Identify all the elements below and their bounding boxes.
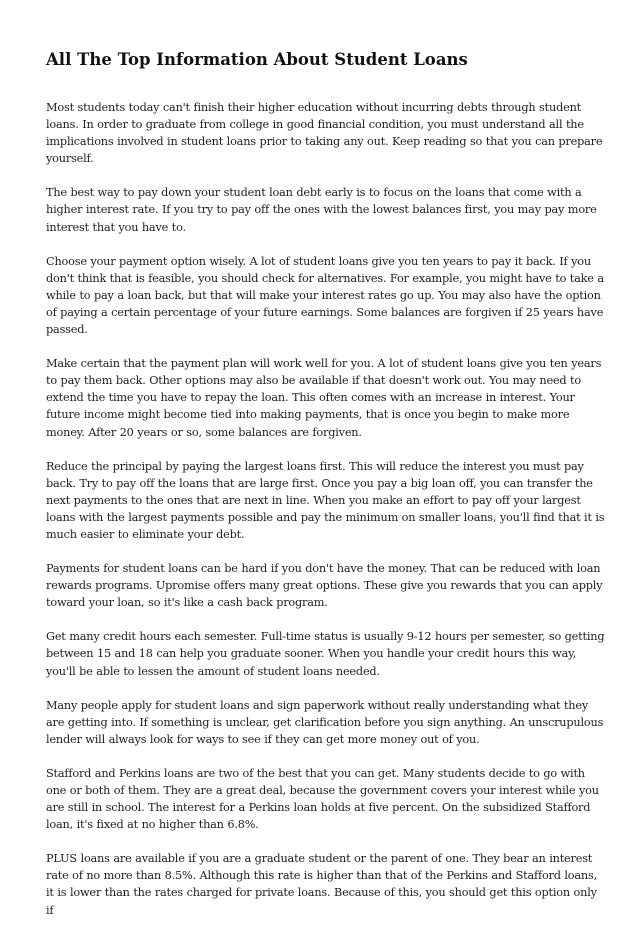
document-title: All The Top Information About Student Loans: [46, 50, 468, 69]
paragraph: Most students today can't finish their higher education without incurring debts through student loans. In order to graduate from college in good financial condition, you must understand all the implications involved in student loans prior to taking any out. Keep reading so that you can prepare yourself.: [46, 101, 603, 166]
paragraph: Stafford and Perkins loans are two of the best that you can get. Many students decide to go with one or both of them. They are a great deal, because the government covers your interest while you are still in school. The interest for a Perkins loan holds at five percent. On the subsidized Stafford loan, it's fixed at no higher than 6.8%.: [46, 766, 599, 832]
paragraph: Payments for student loans can be hard if you don't have the money. That can be reduced with loan rewards programs. Upromise offers many great options. These give you rewards that you can apply toward your loan, so it's like a cash back program.: [46, 562, 603, 610]
paragraph: Make certain that the payment plan will work well for you. A lot of student loans give you ten years to pay them back. Other options may also be available if that doesn't work out. You may need to extend the time you have to repay the loan. This often comes with an increase in interest. Your future income might become tied into making payments, that is once you begin to make more money. After 20 years or so, some balances are forgiven.: [46, 357, 602, 439]
paragraph: PLUS loans are available if you are a graduate student or the parent of one. They bear an interest rate of no more than 8.5%. Although this rate is higher than that of the Perkins and Stafford loans, it is lower than the rates charged for private loans. Because of this, you should get this option only if: [46, 852, 597, 917]
paragraph: Choose your payment option wisely. A lot of student loans give you ten years to pay it back. If you don't think that is feasible, you should check for alternatives. For example, you might have to take a while to pay a loan back, but that will make your interest rates go up. You may also have the option of paying a certain percentage of your future earnings. Some balances are forgiven if 25 years have passed.: [46, 254, 604, 337]
paragraph: Get many credit hours each semester. Full-time status is usually 9-12 hours per semester, so getting between 15 and 18 can help you graduate sooner. When you handle your credit hours this way, you'll be able to lessen the amount of student loans needed.: [46, 630, 605, 678]
paragraph: The best way to pay down your student loan debt early is to focus on the loans that come with a higher interest rate. If you try to pay off the ones with the lowest balances first, you may pay more interest that you have to.: [46, 186, 597, 234]
paragraph: Many people apply for student loans and sign paperwork without really understanding what they are getting into. If something is unclear, get clarification before you sign anything. An unscrupulous lender will always look for ways to see if they can get more money out of you.: [46, 698, 604, 746]
document-body: [46, 99, 606, 936]
paragraph: Reduce the principal by paying the largest loans first. This will reduce the interest you must pay back. Try to pay off the loans that are large first. Once you pay a big loan off, you can transfer the next payments to the ones that are next in line. When you make an effort to pay off your largest loans with the largest payments possible and pay the minimum on smaller loans, you'll find that it is much easier to eliminate your debt.: [46, 459, 605, 541]
